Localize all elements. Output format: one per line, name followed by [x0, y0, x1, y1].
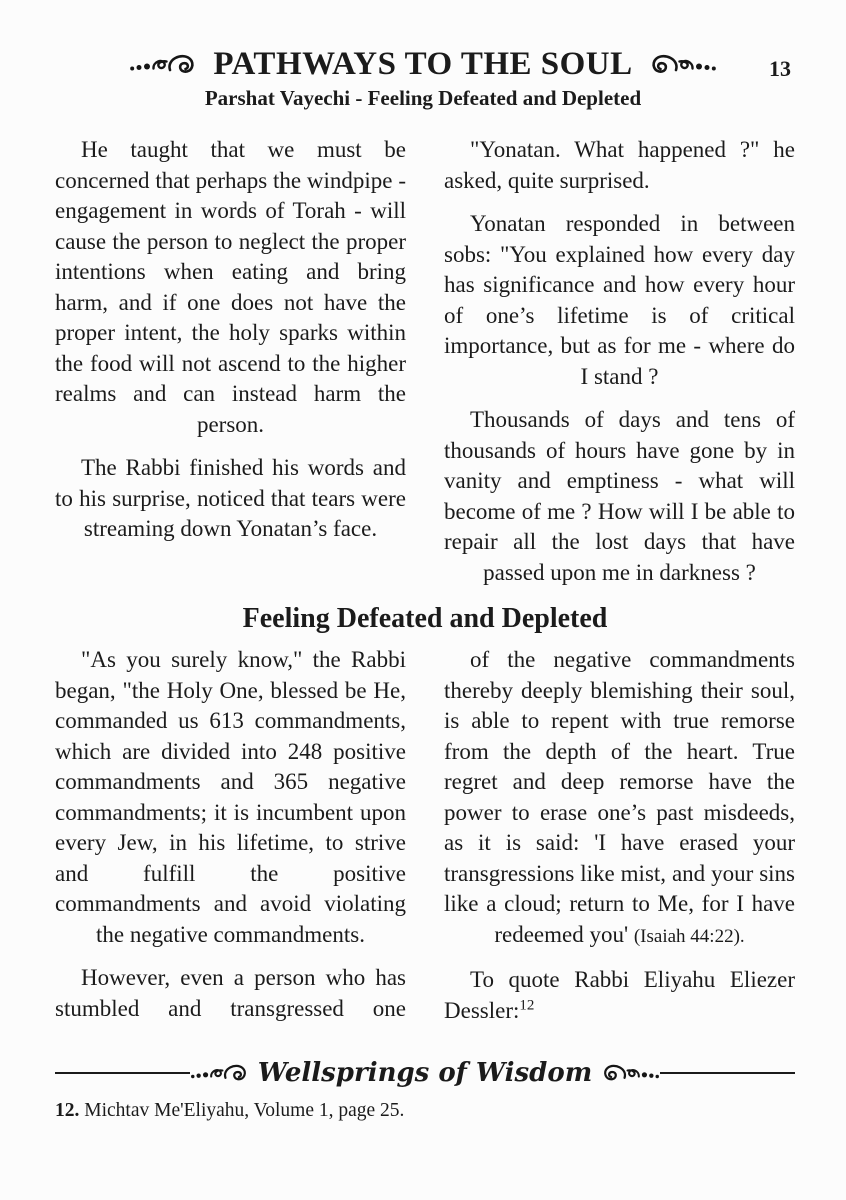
- top-section: [55, 135, 795, 588]
- chapter-subtitle: Parshat Vayechi - Feeling Defeated and Depleted: [204, 86, 642, 110]
- footnote-text: Michtav Me'Eliyahu, Volume 1, page 25.: [79, 1100, 405, 1121]
- paragraph: Yonatan responded in between sobs: "You explained how every day has significance and how every hour of one’s lifetime is of critical importance, but as for me - where do I stand ?: [444, 211, 795, 389]
- page-number: 13: [769, 56, 791, 81]
- paragraph: "As you surely know," the Rabbi began, "the Holy One, blessed be He, commanded us 613 commandments, which are divided into 248 positive commandments and 365 negative commandments; it is incumbent upon every Jew, in his lifetime, to strive and fulfill the positive commandments and avoid violating the negative commandments.: [55, 647, 406, 947]
- paragraph-text: To quote Rabbi Eliyahu Eliezer Dessler:: [444, 967, 795, 1023]
- book-title: PATHWAYS TO THE SOUL: [213, 46, 633, 82]
- paragraph: [444, 965, 795, 1026]
- page-footer: [55, 1058, 795, 1122]
- footer-flourish-right-icon: [596, 1062, 660, 1085]
- footer-flourish-left-icon: [190, 1062, 254, 1085]
- paragraph: Thousands of days and tens of thousands of hours have gone by in vanity and emptiness - what will become of me ? How will I be able to repair all the lost days that have passed upon me in darkness ?: [444, 407, 795, 585]
- ornament-rule-left: [55, 1072, 190, 1074]
- header-flourish-right-icon: [643, 52, 717, 78]
- section-heading: Feeling Defeated and Depleted: [242, 603, 608, 634]
- footer-ornament: [55, 1058, 795, 1088]
- footer-ornament-text: Wellsprings of Wisdom: [257, 1058, 593, 1088]
- paragraph: The Rabbi finished his words and to his surprise, noticed that tears were streaming down Yonatan’s face.: [55, 455, 406, 541]
- bottom-section: [55, 645, 795, 1026]
- paragraph-text: of the negative commandments thereby deeply blemishing their soul, is able to repent with true remorse from the depth of the heart. True regret and deep remorse have the power to erase one’s past misdeeds, as it is said: 'I have erased your transgressions like mist, and your sins like a cloud; return to Me, for I have redeemed you': [444, 647, 795, 947]
- header-flourish-left-icon: [129, 52, 203, 78]
- paragraph: However, even a person who has stumbled and transgressed one: [55, 965, 406, 1021]
- footnote-number: 12.: [55, 1100, 80, 1121]
- footnote-reference: 12: [519, 996, 535, 1013]
- bottom-right-column: [444, 645, 795, 1026]
- footnote: [55, 1100, 795, 1122]
- page-header: [0, 0, 846, 83]
- ornament-rule-right: [660, 1072, 795, 1074]
- paragraph: "Yonatan. What happened ?" he asked, quite surprised.: [444, 137, 795, 193]
- top-right-column: [444, 135, 795, 588]
- page-content: [0, 135, 846, 1026]
- paragraph: [444, 645, 795, 952]
- bottom-left-column: [55, 645, 406, 1026]
- paragraph: He taught that we must be concerned that perhaps the windpipe - engagement in words of Torah - will cause the person to neglect the proper intentions when eating and bring harm, and if one does not have the proper intent, the holy sparks within the food will not ascend to the higher realms and can instead harm the person.: [55, 137, 406, 437]
- top-left-column: [55, 135, 406, 588]
- scripture-citation: (Isaiah 44:22).: [633, 925, 745, 947]
